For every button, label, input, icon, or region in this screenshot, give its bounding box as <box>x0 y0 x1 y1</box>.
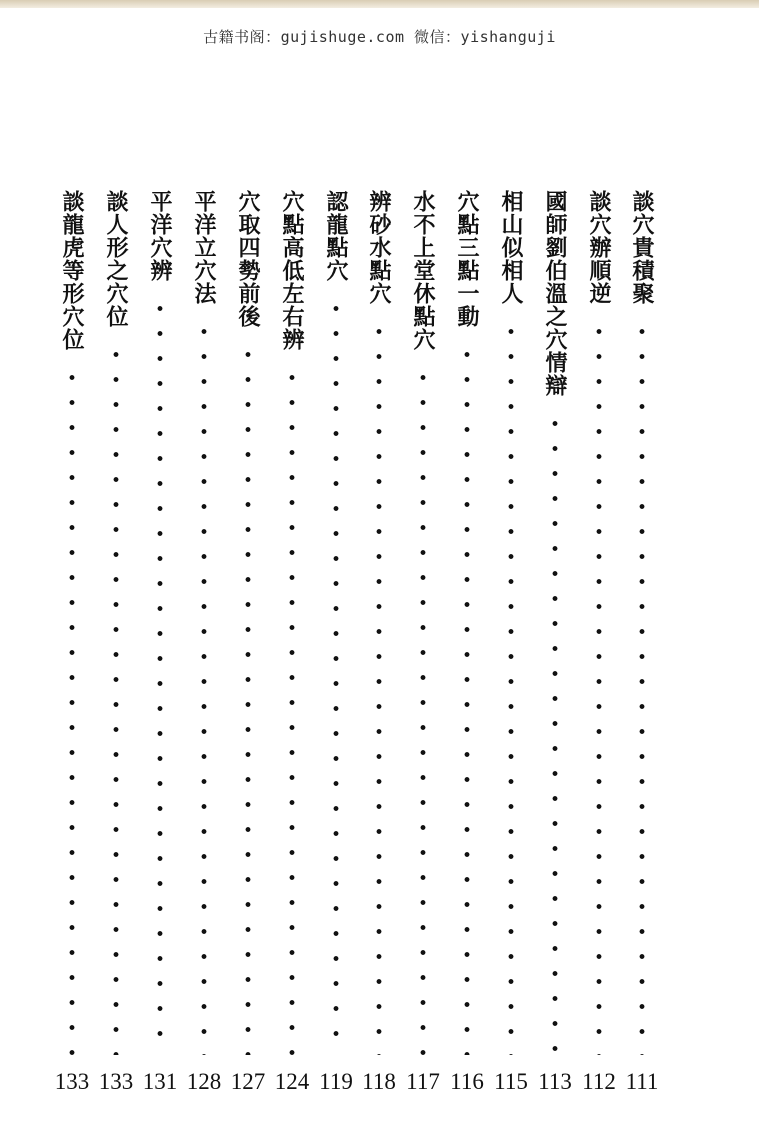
toc-entry-title: 穴點三點一動 <box>454 190 480 328</box>
toc-page-number: 128 <box>186 1069 222 1094</box>
toc-page-number: 118 <box>362 1069 396 1094</box>
toc-page-number: 117 <box>406 1069 440 1094</box>
dot-leader <box>376 319 382 1055</box>
toc-page-number: 119 <box>319 1069 353 1094</box>
toc-page-number: 111 <box>625 1069 659 1094</box>
toc-page-number: 124 <box>274 1069 310 1094</box>
toc-entry[interactable] <box>489 190 533 1135</box>
toc-page-number: 133 <box>98 1069 134 1094</box>
toc-entry-title: 穴取四勢前後 <box>235 190 261 328</box>
dot-leader <box>639 319 645 1055</box>
toc-entry-title: 認龍點穴 <box>323 190 349 282</box>
toc-entry-title: 水不上堂休點穴 <box>410 190 436 351</box>
dot-leader <box>201 319 207 1055</box>
toc-entry-title: 談穴貴積聚 <box>629 190 655 305</box>
toc-entry[interactable] <box>577 190 621 1135</box>
dot-leader <box>289 365 295 1055</box>
toc-entry-title: 穴點高低左右辨 <box>279 190 305 351</box>
toc-page-number: 127 <box>230 1069 266 1094</box>
dot-leader <box>596 319 602 1055</box>
watermark-text: 古籍书阁：gujishuge.com 微信：yishanguji <box>203 28 556 46</box>
toc-page-number: 112 <box>582 1069 616 1094</box>
dot-leader <box>69 365 75 1055</box>
dot-leader <box>157 296 163 1055</box>
toc-entry-title: 平洋立穴法 <box>191 190 217 305</box>
toc-entry-title: 談穴辦順逆 <box>586 190 612 305</box>
toc-page-number: 133 <box>54 1069 90 1094</box>
toc-entry[interactable] <box>138 190 182 1135</box>
dot-leader <box>552 411 558 1055</box>
toc-entry-title: 談人形之穴位 <box>103 190 129 328</box>
toc-entry[interactable] <box>357 190 401 1135</box>
toc-page-number: 116 <box>450 1069 484 1094</box>
dot-leader <box>420 365 426 1055</box>
toc-entry[interactable] <box>270 190 314 1135</box>
toc-entry[interactable] <box>50 190 94 1135</box>
dot-leader <box>333 296 339 1055</box>
toc-entry[interactable] <box>620 190 664 1135</box>
toc-page-number: 131 <box>142 1069 178 1094</box>
toc-entry[interactable] <box>182 190 226 1135</box>
dot-leader <box>464 342 470 1055</box>
toc-page-number: 115 <box>494 1069 528 1094</box>
toc-entry-title: 國師劉伯溫之穴情辯 <box>542 190 568 397</box>
toc-entry[interactable] <box>314 190 358 1135</box>
dot-leader <box>245 342 251 1055</box>
toc-entry-title: 辨砂水點穴 <box>366 190 392 305</box>
toc-entry[interactable] <box>445 190 489 1135</box>
dot-leader <box>508 319 514 1055</box>
toc-page-number: 113 <box>538 1069 572 1094</box>
toc-entry-title: 相山似相人 <box>498 190 524 305</box>
toc-entry-title: 平洋穴辨 <box>147 190 173 282</box>
toc-entry[interactable] <box>94 190 138 1135</box>
toc-entry[interactable] <box>401 190 445 1135</box>
toc-entry-title: 談龍虎等形穴位 <box>59 190 85 351</box>
toc-entry[interactable] <box>226 190 270 1135</box>
toc-entry[interactable] <box>533 190 577 1135</box>
dot-leader <box>113 342 119 1055</box>
